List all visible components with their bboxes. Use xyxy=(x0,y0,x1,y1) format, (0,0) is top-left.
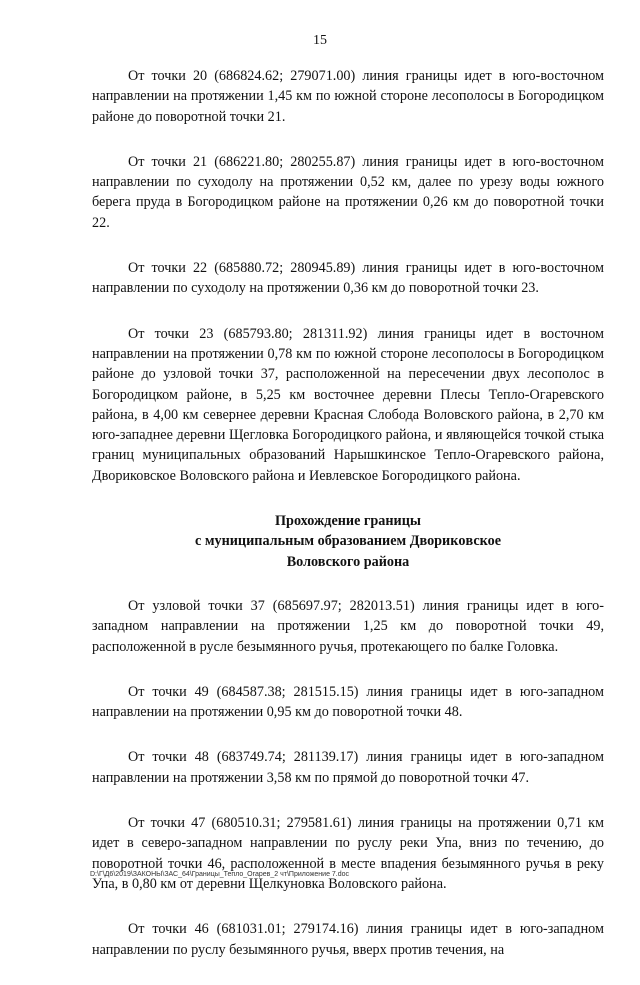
paragraph-point-20: От точки 20 (686824.62; 279071.00) линия границы идет в юго-восточном направлении на протяжении 1,45 км по южной стороне лесополосы в Богородицком районе до поворотной точки 21. xyxy=(92,68,604,125)
paragraph-point-46: От точки 46 (681031.01; 279174.16) линия границы идет в юго-западном направлении по руслу безымянного ручья, вверх против течения, на xyxy=(92,921,604,958)
heading-line-1: Прохождение границы xyxy=(275,513,421,530)
paragraph-point-48: От точки 48 (683749.74; 281139.17) линия границы идет в юго-западном направлении на протяжении 3,58 км по прямой до поворотной точки 47. xyxy=(92,749,604,786)
paragraph-point-47: От точки 47 (680510.31; 279581.61) линия границы на протяжении 0,71 км идет в северо-западном направлении по руслу реки Упа, вниз по течению, до поворотной точки 46, расположенной в месте впадения безымянного ручья в реку Упа, в 0,80 км от деревни Щелкуновка Воловского района. xyxy=(92,815,604,892)
page-number: 15 xyxy=(313,33,327,48)
file-path-footer: D:\Г\Д6\2019\ЗАКОНЫ\ЗАС_64\Границы_Тепло_Огарев_2 чт\Приложение 7.doc xyxy=(90,871,350,878)
paragraph-point-23: От точки 23 (685793.80; 281311.92) линия границы идет в восточном направлении на протяжении 0,78 км по южной стороне лесополосы в Богородицком районе до узловой точки 37, расположенной на пересечении двух лесополос в Богородицком районе, в 5,25 км восточнее деревни Плесы Тепло-Огаревского района, в 4,00 км севернее деревни Красная Слобода Воловского района, в 2,70 км юго-западнее деревни Щегловка Богородицкого района, и являющейся точкой стыка границ муниципальных образований Нарышкинское Тепло-Огаревского района, Двориковское Воловского района и Иевлевское Богородицкого района. xyxy=(92,325,604,484)
paragraph-point-49: От точки 49 (684587.38; 281515.15) линия границы идет в юго-западном направлении на протяжении 0,95 км до поворотной точки 48. xyxy=(92,683,604,721)
paragraph-point-21: От точки 21 (686221.80; 280255.87) линия границы идет в юго-восточном направлении по суходолу на протяжении 0,52 км, далее по урезу воды южного берега пруда в Богородицком районе на протяжении 0,26 км до поворотной точки 22. xyxy=(92,153,604,231)
section-heading xyxy=(92,511,604,572)
heading-line-2: с муниципальным образованием Дворикoвское xyxy=(194,533,502,550)
paragraph-point-37: От узловой точки 37 (685697.97; 282013.51) линия границы идет в юго-западном направлении на протяжении 1,25 км до поворотной точки 49, расположенной в русле безымянного ручья, протекающего по балке Головка. xyxy=(92,597,604,655)
document-body xyxy=(92,66,604,985)
paragraph-point-22: От точки 22 (685880.72; 280945.89) линия границы идет в юго-восточном направлении по суходолу на протяжении 0,36 км до поворотной точки 23. xyxy=(92,260,604,297)
heading-line-3: Воловского района xyxy=(286,553,410,570)
